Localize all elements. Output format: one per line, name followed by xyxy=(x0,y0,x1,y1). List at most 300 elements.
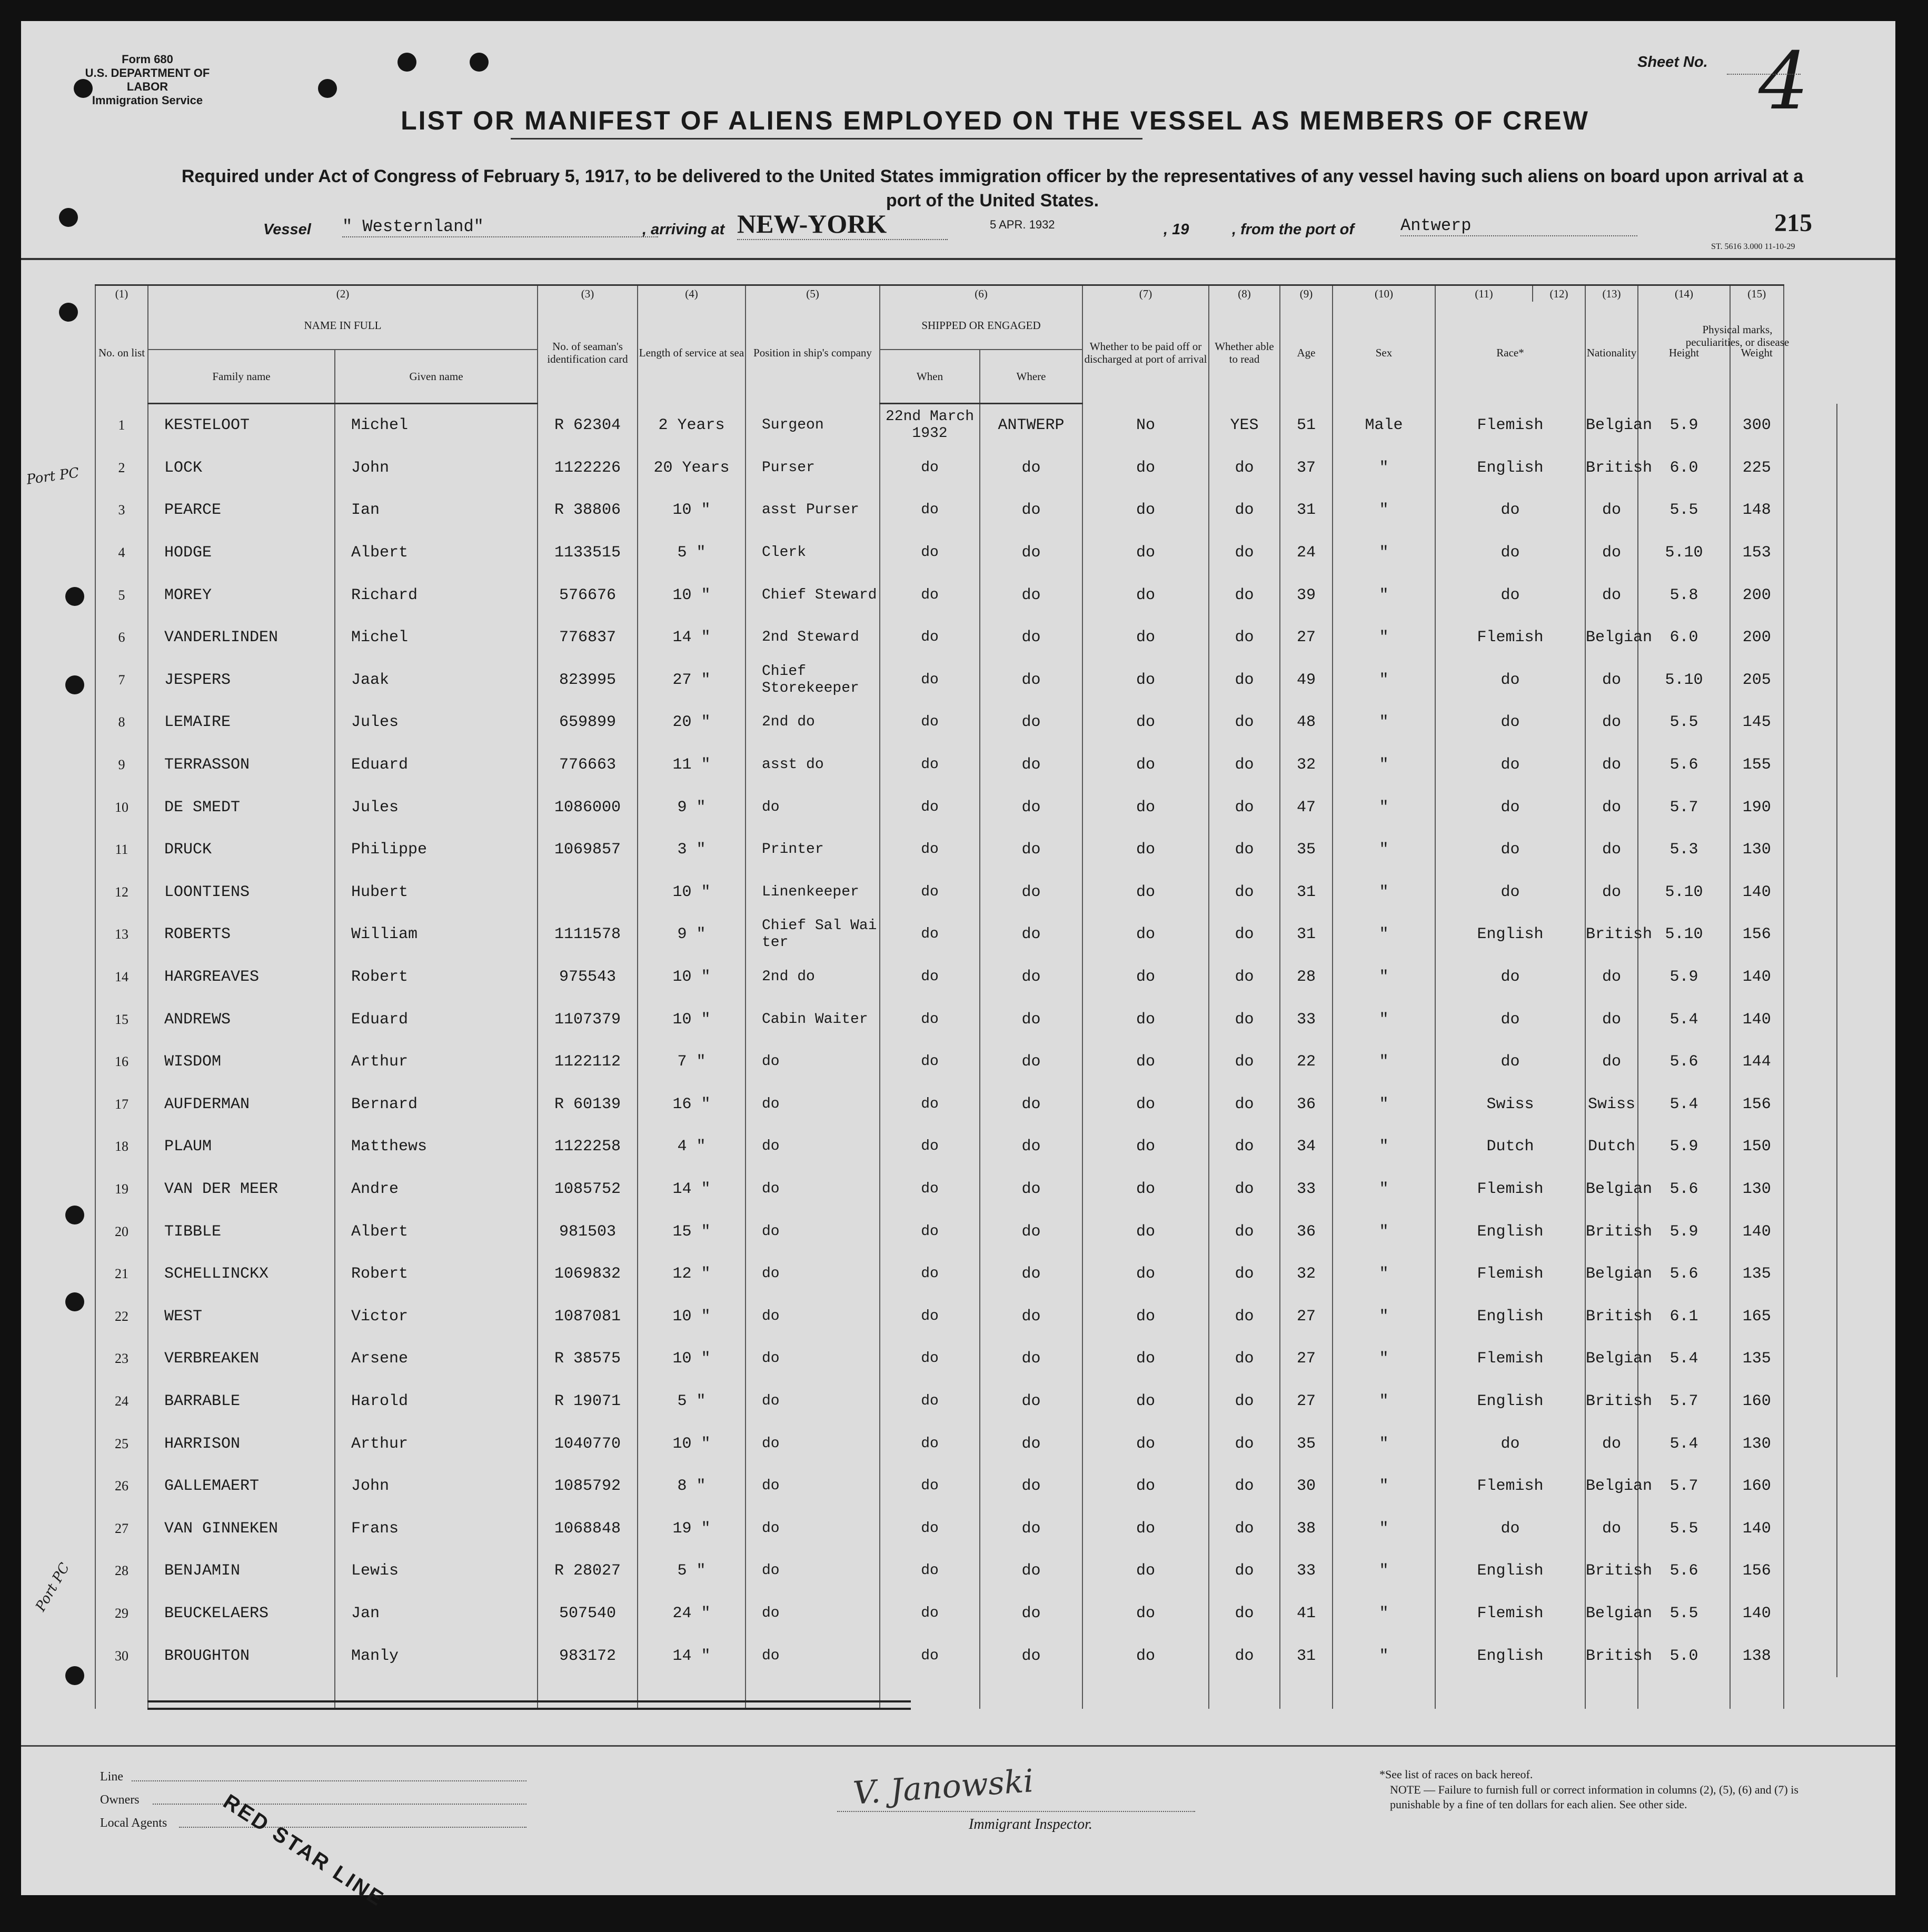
weight-cell: 140 xyxy=(1730,1592,1784,1635)
agents-blank xyxy=(179,1827,526,1828)
nationality-cell: do xyxy=(1585,574,1638,616)
shipped-when-cell: do xyxy=(880,1126,980,1168)
shipped-where-cell: do xyxy=(980,1126,1082,1168)
header-physical-marks: Physical marks, peculiarities, or disease xyxy=(1685,323,1790,348)
table-row xyxy=(95,701,1837,744)
shipped-where-cell: do xyxy=(980,1253,1082,1296)
shipped-when-cell: do xyxy=(880,913,980,956)
position-cell: Chief Sal Wai ter xyxy=(746,913,880,956)
physical-marks-cell xyxy=(1784,1550,1837,1592)
weight-cell: 130 xyxy=(1730,829,1784,871)
sex-cell: " xyxy=(1333,659,1435,702)
id-card-number-cell: R 60139 xyxy=(538,1083,638,1126)
footer-rule xyxy=(21,1745,1895,1747)
shipped-where-cell: do xyxy=(980,1465,1082,1508)
race-cell: do xyxy=(1435,871,1585,914)
age-cell: 31 xyxy=(1280,1635,1333,1677)
age-cell: 28 xyxy=(1280,956,1333,999)
table-row xyxy=(95,1465,1837,1508)
height-cell: 5.7 xyxy=(1638,1380,1730,1423)
age-cell: 32 xyxy=(1280,744,1333,786)
sheet-number: 4 xyxy=(1758,36,1809,127)
binder-hole xyxy=(65,1292,84,1311)
service-length-cell: 20 " xyxy=(638,701,746,744)
sex-cell: " xyxy=(1333,1295,1435,1338)
title-underline xyxy=(511,138,1142,140)
header-id-card: No. of seaman's identification card xyxy=(538,302,638,404)
race-cell: Dutch xyxy=(1435,1126,1585,1168)
physical-marks-cell xyxy=(1784,1507,1837,1550)
shipped-where-cell: do xyxy=(980,829,1082,871)
race-cell: English xyxy=(1435,1635,1585,1677)
table-row xyxy=(95,1338,1837,1380)
physical-marks-cell xyxy=(1784,998,1837,1041)
race-cell: do xyxy=(1435,829,1585,871)
given-name-cell: Lewis xyxy=(335,1550,538,1592)
id-card-number-cell: 1085752 xyxy=(538,1168,638,1211)
shipped-where-cell: do xyxy=(980,1168,1082,1211)
given-name-cell: Eduard xyxy=(335,998,538,1041)
shipped-when-cell: do xyxy=(880,1380,980,1423)
age-cell: 24 xyxy=(1280,532,1333,574)
year-label: , 19 xyxy=(1164,221,1189,238)
weight-cell: 138 xyxy=(1730,1635,1784,1677)
family-name-cell: VANDERLINDEN xyxy=(148,616,335,659)
id-card-number-cell: 1069857 xyxy=(538,829,638,871)
race-cell: do xyxy=(1435,786,1585,829)
row-number-cell: 12 xyxy=(95,871,148,914)
race-cell: English xyxy=(1435,1550,1585,1592)
table-row xyxy=(95,1168,1837,1211)
agents-label: Local Agents xyxy=(100,1816,167,1830)
family-name-cell: LEMAIRE xyxy=(148,701,335,744)
race-cell: do xyxy=(1435,1422,1585,1465)
service-length-cell: 9 " xyxy=(638,913,746,956)
given-name-cell: Albert xyxy=(335,532,538,574)
header-name-in-full: NAME IN FULL xyxy=(148,302,538,350)
weight-cell: 225 xyxy=(1730,447,1784,490)
service-length-cell: 10 " xyxy=(638,1338,746,1380)
height-cell: 5.5 xyxy=(1638,1507,1730,1550)
col-num-3: (3) xyxy=(538,285,638,302)
service-length-cell: 16 " xyxy=(638,1083,746,1126)
shipped-where-cell: do xyxy=(980,447,1082,490)
family-name-cell: ANDREWS xyxy=(148,998,335,1041)
binder-hole xyxy=(59,303,78,322)
sex-cell: " xyxy=(1333,1465,1435,1508)
row-number-cell: 24 xyxy=(95,1380,148,1423)
paid-off-cell: do xyxy=(1082,1550,1209,1592)
shipped-when-cell: do xyxy=(880,998,980,1041)
able-to-read-cell: do xyxy=(1209,1338,1280,1380)
table-row xyxy=(95,1635,1837,1677)
weight-cell: 156 xyxy=(1730,913,1784,956)
physical-marks-cell xyxy=(1784,574,1837,616)
sheet-number-line xyxy=(1727,74,1801,75)
given-name-cell: Andre xyxy=(335,1168,538,1211)
header-race: Race* xyxy=(1435,302,1585,404)
able-to-read-cell: do xyxy=(1209,1083,1280,1126)
service-length-cell: 15 " xyxy=(638,1210,746,1253)
col-num-6: (6) xyxy=(880,285,1082,302)
race-cell: do xyxy=(1435,574,1585,616)
header-position: Position in ship's company xyxy=(746,302,880,404)
height-cell: 5.5 xyxy=(1638,1592,1730,1635)
row-number-cell: 9 xyxy=(95,744,148,786)
header-where: Where xyxy=(980,350,1082,404)
paid-off-cell: do xyxy=(1082,786,1209,829)
col-num-9: (9) xyxy=(1280,285,1333,302)
position-cell: do xyxy=(746,1550,880,1592)
shipped-when-cell: 22nd March 1932 xyxy=(880,404,980,447)
weight-cell: 148 xyxy=(1730,489,1784,532)
paid-off-cell: do xyxy=(1082,1210,1209,1253)
given-name-cell: Jules xyxy=(335,786,538,829)
id-card-number-cell: 1133515 xyxy=(538,532,638,574)
vessel-name: " Westernland" xyxy=(342,217,658,237)
department-block xyxy=(68,53,226,107)
service-length-cell: 5 " xyxy=(638,532,746,574)
paid-off-cell: do xyxy=(1082,913,1209,956)
position-cell: Chief Storekeeper xyxy=(746,659,880,702)
inspector-label: Immigrant Inspector. xyxy=(969,1816,1092,1833)
family-name-cell: HARGREAVES xyxy=(148,956,335,999)
weight-cell: 140 xyxy=(1730,871,1784,914)
physical-marks-cell xyxy=(1784,1635,1837,1677)
position-cell: do xyxy=(746,1083,880,1126)
col-num-1: (1) xyxy=(95,285,148,302)
id-card-number-cell: 1040770 xyxy=(538,1422,638,1465)
deleted-row-strike-2 xyxy=(147,1708,911,1710)
row-number-cell: 6 xyxy=(95,616,148,659)
table-row xyxy=(95,1041,1837,1083)
id-card-number-cell: 507540 xyxy=(538,1592,638,1635)
page-number: 215 xyxy=(1774,209,1812,237)
shipped-where-cell: do xyxy=(980,1380,1082,1423)
height-cell: 5.10 xyxy=(1638,871,1730,914)
col-num-11: (11) xyxy=(1435,285,1533,302)
weight-cell: 135 xyxy=(1730,1253,1784,1296)
sex-cell: " xyxy=(1333,1168,1435,1211)
id-card-number-cell: R 19071 xyxy=(538,1380,638,1423)
able-to-read-cell: do xyxy=(1209,744,1280,786)
position-cell: Linenkeeper xyxy=(746,871,880,914)
header-length-service: Length of service at sea xyxy=(638,302,746,404)
nationality-cell: Belgian xyxy=(1585,1253,1638,1296)
able-to-read-cell: do xyxy=(1209,701,1280,744)
id-card-number-cell: 1122112 xyxy=(538,1041,638,1083)
weight-cell: 130 xyxy=(1730,1168,1784,1211)
paid-off-cell: do xyxy=(1082,1083,1209,1126)
row-number-cell: 10 xyxy=(95,786,148,829)
height-cell: 5.10 xyxy=(1638,532,1730,574)
col-num-12: (12) xyxy=(1533,285,1585,302)
row-number-cell: 13 xyxy=(95,913,148,956)
shipped-where-cell: do xyxy=(980,1422,1082,1465)
shipped-when-cell: do xyxy=(880,1295,980,1338)
document-title: LIST OR MANIFEST OF ALIENS EMPLOYED ON THE VESSEL AS MEMBERS OF CREW xyxy=(401,106,1589,135)
given-name-cell: Hubert xyxy=(335,871,538,914)
header-family-name: Family name xyxy=(148,350,335,404)
sex-cell: " xyxy=(1333,829,1435,871)
sheet-label: Sheet No. xyxy=(1637,54,1708,71)
able-to-read-cell: do xyxy=(1209,871,1280,914)
family-name-cell: DRUCK xyxy=(148,829,335,871)
row-number-cell: 5 xyxy=(95,574,148,616)
age-cell: 51 xyxy=(1280,404,1333,447)
weight-cell: 156 xyxy=(1730,1083,1784,1126)
height-cell: 5.10 xyxy=(1638,913,1730,956)
physical-marks-cell xyxy=(1784,489,1837,532)
header-when: When xyxy=(880,350,980,404)
height-cell: 5.5 xyxy=(1638,701,1730,744)
shipped-when-cell: do xyxy=(880,1210,980,1253)
position-cell: do xyxy=(746,1338,880,1380)
family-name-cell: JESPERS xyxy=(148,659,335,702)
form-number: Form 680 xyxy=(122,53,173,66)
weight-cell: 140 xyxy=(1730,998,1784,1041)
race-cell: English xyxy=(1435,1210,1585,1253)
service-length-cell: 2 Years xyxy=(638,404,746,447)
binder-hole xyxy=(59,208,78,227)
deleted-row-cell xyxy=(1280,1677,1333,1709)
able-to-read-cell: do xyxy=(1209,574,1280,616)
able-to-read-cell: do xyxy=(1209,1635,1280,1677)
physical-marks-cell xyxy=(1784,659,1837,702)
age-cell: 37 xyxy=(1280,447,1333,490)
row-number-cell: 17 xyxy=(95,1083,148,1126)
sex-cell: " xyxy=(1333,1507,1435,1550)
binder-hole xyxy=(65,1206,84,1224)
physical-marks-cell xyxy=(1784,1126,1837,1168)
shipped-when-cell: do xyxy=(880,1507,980,1550)
table-row xyxy=(95,616,1837,659)
shipped-where-cell: do xyxy=(980,1550,1082,1592)
sex-cell: " xyxy=(1333,1126,1435,1168)
race-cell: English xyxy=(1435,1380,1585,1423)
deleted-row-cell xyxy=(538,1677,638,1709)
binder-hole xyxy=(65,587,84,606)
race-cell: Flemish xyxy=(1435,1338,1585,1380)
race-cell: Flemish xyxy=(1435,1592,1585,1635)
paid-off-cell: do xyxy=(1082,616,1209,659)
row-number-cell: 18 xyxy=(95,1126,148,1168)
family-name-cell: GALLEMAERT xyxy=(148,1465,335,1508)
paid-off-cell: do xyxy=(1082,744,1209,786)
row-number-cell: 1 xyxy=(95,404,148,447)
deleted-row-cell xyxy=(1585,1677,1638,1709)
position-cell: 2nd Steward xyxy=(746,616,880,659)
sex-cell: " xyxy=(1333,1338,1435,1380)
physical-marks-cell xyxy=(1784,1338,1837,1380)
form-code: ST. 5616 3.000 11-10-29 xyxy=(1711,242,1795,251)
weight-cell: 145 xyxy=(1730,701,1784,744)
id-card-number-cell: 975543 xyxy=(538,956,638,999)
sex-cell: " xyxy=(1333,1422,1435,1465)
paid-off-cell: do xyxy=(1082,1295,1209,1338)
shipped-when-cell: do xyxy=(880,1338,980,1380)
age-cell: 39 xyxy=(1280,574,1333,616)
id-card-number-cell: R 28027 xyxy=(538,1550,638,1592)
paid-off-cell: do xyxy=(1082,489,1209,532)
shipped-when-cell: do xyxy=(880,1592,980,1635)
race-cell: do xyxy=(1435,489,1585,532)
physical-marks-cell xyxy=(1784,616,1837,659)
family-name-cell: BARRABLE xyxy=(148,1380,335,1423)
shipped-when-cell: do xyxy=(880,574,980,616)
given-name-cell: Ian xyxy=(335,489,538,532)
id-card-number-cell: 1068848 xyxy=(538,1507,638,1550)
given-name-cell: Robert xyxy=(335,1253,538,1296)
nationality-cell: Belgian xyxy=(1585,1592,1638,1635)
service-length-cell: 27 " xyxy=(638,659,746,702)
given-name-cell: Jaak xyxy=(335,659,538,702)
given-name-cell: Richard xyxy=(335,574,538,616)
shipped-when-cell: do xyxy=(880,1168,980,1211)
position-cell: Cabin Waiter xyxy=(746,998,880,1041)
signature-line xyxy=(837,1811,1195,1812)
height-cell: 5.5 xyxy=(1638,489,1730,532)
service-length-cell: 9 " xyxy=(638,786,746,829)
paid-off-cell: No xyxy=(1082,404,1209,447)
paid-off-cell: do xyxy=(1082,1041,1209,1083)
sex-cell: " xyxy=(1333,1041,1435,1083)
family-name-cell: BROUGHTON xyxy=(148,1635,335,1677)
sex-cell: " xyxy=(1333,574,1435,616)
header-paid-off: Whether to be paid off or discharged at port of arrival xyxy=(1082,302,1209,404)
age-cell: 30 xyxy=(1280,1465,1333,1508)
col-num-7: (7) xyxy=(1082,285,1209,302)
position-cell: do xyxy=(746,1507,880,1550)
height-cell: 5.4 xyxy=(1638,1422,1730,1465)
row-number-cell: 4 xyxy=(95,532,148,574)
shipped-where-cell: do xyxy=(980,1507,1082,1550)
physical-marks-cell xyxy=(1784,1041,1837,1083)
physical-marks-cell xyxy=(1784,1380,1837,1423)
paid-off-cell: do xyxy=(1082,956,1209,999)
row-number-cell: 29 xyxy=(95,1592,148,1635)
sex-cell: " xyxy=(1333,1083,1435,1126)
able-to-read-cell: do xyxy=(1209,1507,1280,1550)
service-length-cell: 10 " xyxy=(638,1295,746,1338)
line-label: Line xyxy=(100,1770,123,1784)
header-no-on-list: No. on list xyxy=(95,302,148,404)
family-name-cell: DE SMEDT xyxy=(148,786,335,829)
nationality-cell: British xyxy=(1585,447,1638,490)
given-name-cell: Jan xyxy=(335,1592,538,1635)
deleted-row-cell xyxy=(1730,1677,1784,1709)
physical-marks-cell xyxy=(1784,447,1837,490)
races-note: *See list of races on back hereof. xyxy=(1379,1768,1533,1781)
shipped-where-cell: do xyxy=(980,1041,1082,1083)
nationality-cell: do xyxy=(1585,871,1638,914)
shipped-when-cell: do xyxy=(880,1550,980,1592)
nationality-cell: do xyxy=(1585,786,1638,829)
able-to-read-cell: do xyxy=(1209,1253,1280,1296)
age-cell: 48 xyxy=(1280,701,1333,744)
table-row xyxy=(95,404,1837,447)
paid-off-cell: do xyxy=(1082,1507,1209,1550)
physical-marks-cell xyxy=(1784,913,1837,956)
col-num-15: (15) xyxy=(1730,285,1784,302)
nationality-cell: Belgian xyxy=(1585,616,1638,659)
header-height: Height xyxy=(1638,302,1730,404)
age-cell: 31 xyxy=(1280,913,1333,956)
row-number-cell: 27 xyxy=(95,1507,148,1550)
weight-cell: 165 xyxy=(1730,1295,1784,1338)
able-to-read-cell: do xyxy=(1209,1550,1280,1592)
given-name-cell: Arthur xyxy=(335,1422,538,1465)
shipped-when-cell: do xyxy=(880,532,980,574)
race-cell: Flemish xyxy=(1435,404,1585,447)
shipped-when-cell: do xyxy=(880,1041,980,1083)
inspector-signature: V. Janowski xyxy=(851,1762,1035,1812)
physical-marks-cell xyxy=(1784,1210,1837,1253)
paid-off-cell: do xyxy=(1082,701,1209,744)
able-to-read-cell: do xyxy=(1209,489,1280,532)
deleted-row-cell xyxy=(335,1677,538,1709)
paid-off-cell: do xyxy=(1082,1465,1209,1508)
deleted-row-cell xyxy=(1435,1677,1585,1709)
height-cell: 5.9 xyxy=(1638,956,1730,999)
age-cell: 35 xyxy=(1280,1422,1333,1465)
able-to-read-cell: do xyxy=(1209,829,1280,871)
table-row xyxy=(95,913,1837,956)
nationality-cell: Swiss xyxy=(1585,1083,1638,1126)
sex-cell: " xyxy=(1333,1253,1435,1296)
table-row xyxy=(95,1295,1837,1338)
row-number-cell: 2 xyxy=(95,447,148,490)
deleted-row-cell xyxy=(880,1677,980,1709)
physical-marks-cell xyxy=(1784,1295,1837,1338)
height-cell: 5.10 xyxy=(1638,659,1730,702)
shipped-where-cell: do xyxy=(980,1083,1082,1126)
header-sex: Sex xyxy=(1333,302,1435,404)
physical-marks-cell xyxy=(1784,829,1837,871)
age-cell: 31 xyxy=(1280,871,1333,914)
id-card-number-cell: 823995 xyxy=(538,659,638,702)
race-cell: do xyxy=(1435,956,1585,999)
service-length-cell: 3 " xyxy=(638,829,746,871)
table-row xyxy=(95,1083,1837,1126)
shipped-where-cell: do xyxy=(980,956,1082,999)
col-num-4: (4) xyxy=(638,285,746,302)
given-name-cell: Philippe xyxy=(335,829,538,871)
nationality-cell: British xyxy=(1585,1550,1638,1592)
family-name-cell: HODGE xyxy=(148,532,335,574)
paid-off-cell: do xyxy=(1082,1422,1209,1465)
able-to-read-cell: do xyxy=(1209,1592,1280,1635)
row-number-cell: 3 xyxy=(95,489,148,532)
service-length-cell: 10 " xyxy=(638,956,746,999)
family-name-cell: WISDOM xyxy=(148,1041,335,1083)
shipped-where-cell: do xyxy=(980,913,1082,956)
row-number-cell: 22 xyxy=(95,1295,148,1338)
height-cell: 5.7 xyxy=(1638,1465,1730,1508)
age-cell: 36 xyxy=(1280,1210,1333,1253)
race-cell: do xyxy=(1435,701,1585,744)
position-cell: Surgeon xyxy=(746,404,880,447)
position-cell: do xyxy=(746,1295,880,1338)
line-blank xyxy=(132,1780,526,1781)
id-card-number-cell: 659899 xyxy=(538,701,638,744)
given-name-cell: Robert xyxy=(335,956,538,999)
service-length-cell: 5 " xyxy=(638,1550,746,1592)
shipped-where-cell: do xyxy=(980,1338,1082,1380)
race-cell: do xyxy=(1435,1507,1585,1550)
shipped-when-cell: do xyxy=(880,489,980,532)
age-cell: 33 xyxy=(1280,998,1333,1041)
